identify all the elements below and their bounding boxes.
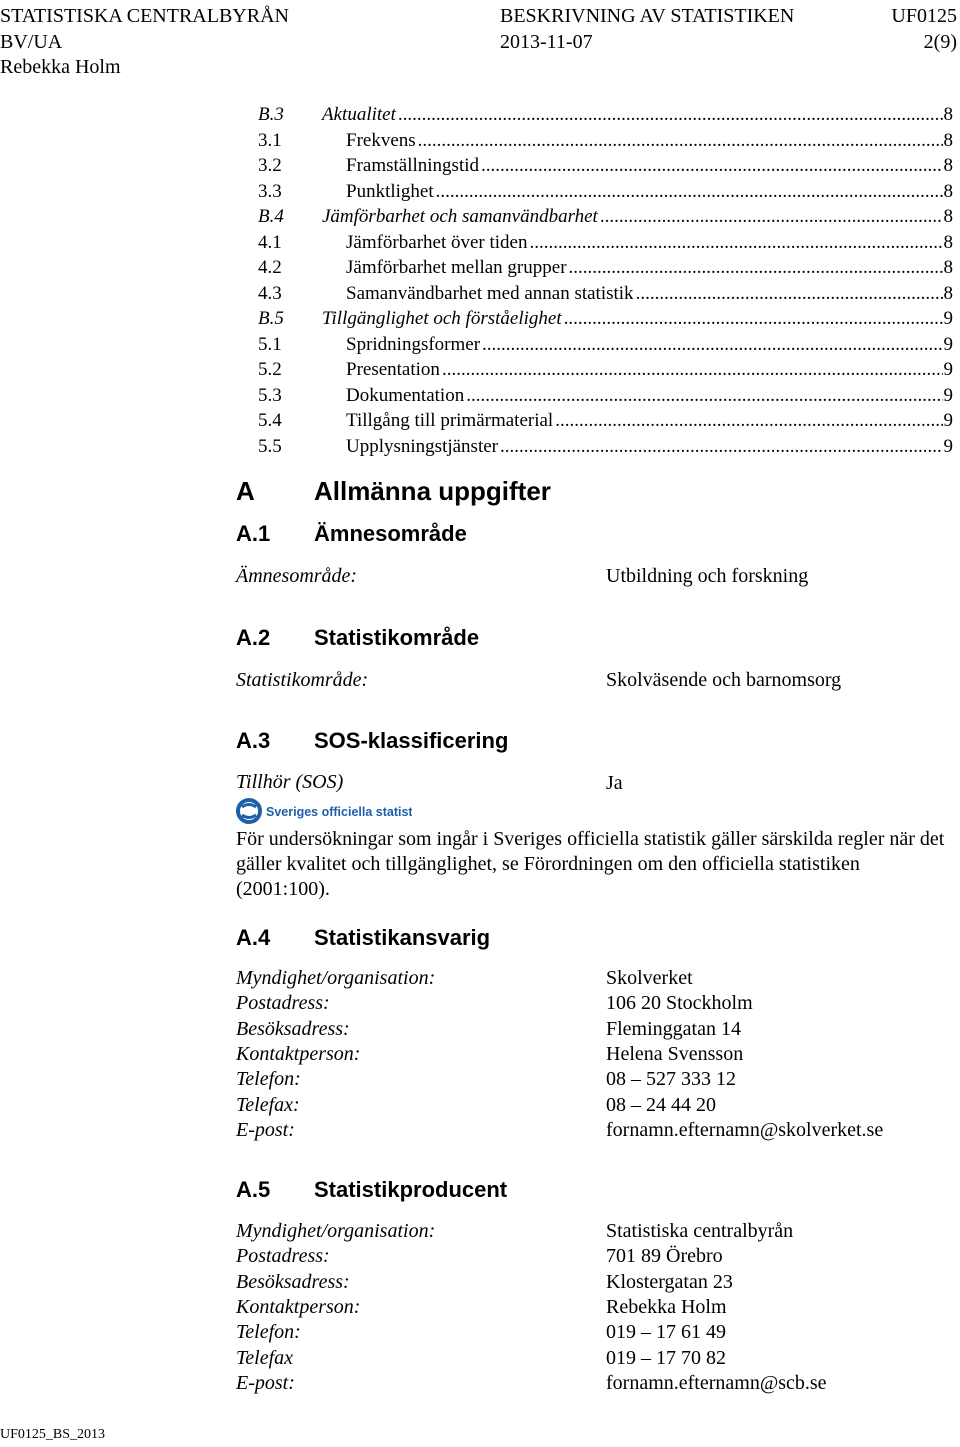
toc-entry-line bbox=[322, 204, 953, 230]
toc-entry-line bbox=[346, 128, 953, 154]
toc-entry-number: 5.1 bbox=[258, 333, 282, 355]
a4-row-label: Kontaktperson: bbox=[236, 1042, 361, 1065]
sos-logo-text: Sveriges officiella statistik bbox=[266, 805, 412, 819]
a2-number: A.2 bbox=[236, 625, 271, 650]
a5-row-value: Rebekka Holm bbox=[606, 1295, 727, 1318]
a5-number: A.5 bbox=[236, 1177, 271, 1202]
toc-entry-title: Jämförbarhet mellan grupper bbox=[346, 257, 567, 278]
toc-entry[interactable] bbox=[258, 179, 953, 205]
toc-entry-number: B.3 bbox=[258, 104, 284, 125]
toc-dot-leader bbox=[636, 281, 943, 307]
toc-entry-page: 8 bbox=[943, 206, 953, 227]
toc-entry-title: Upplysningstjänster bbox=[346, 435, 498, 457]
a5-row-label: Besöksadress: bbox=[236, 1270, 350, 1293]
toc-dot-leader bbox=[466, 383, 942, 409]
toc-entry-number: 5.4 bbox=[258, 410, 282, 431]
toc-entry-title: Samanvändbarhet med annan statistik bbox=[346, 282, 634, 304]
a1-label: Ämnesområde: bbox=[236, 565, 358, 587]
a4-number: A.4 bbox=[236, 925, 271, 950]
a1-number: A.1 bbox=[236, 521, 271, 546]
toc-entry-title: Tillgång till primärmaterial bbox=[346, 410, 554, 431]
a4-row-value: Skolverket bbox=[606, 967, 693, 989]
toc-entry-line bbox=[346, 332, 953, 358]
toc-dot-leader bbox=[529, 230, 942, 256]
a4-row-value: 106 20 Stockholm bbox=[606, 992, 753, 1015]
toc-dot-leader bbox=[569, 255, 943, 281]
toc-entry[interactable] bbox=[258, 383, 953, 409]
header-date: 2013-11-07 bbox=[500, 31, 593, 53]
a3-number: A.3 bbox=[236, 728, 271, 753]
toc-entry-number: 3.3 bbox=[258, 180, 282, 202]
toc-dot-leader bbox=[418, 128, 943, 154]
toc-entry-number: 4.3 bbox=[258, 282, 282, 304]
a2-title: Statistikområde bbox=[314, 625, 480, 650]
a5-row-value: Klostergatan 23 bbox=[606, 1270, 733, 1293]
toc-entry-line bbox=[346, 179, 953, 205]
section-a-title: Allmänna uppgifter bbox=[314, 476, 551, 506]
a4-row-value[interactable]: fornamn.efternamn@skolverket.se bbox=[606, 1118, 884, 1141]
a4-row-value: 08 – 527 333 12 bbox=[606, 1068, 736, 1091]
toc-dot-leader bbox=[436, 179, 943, 205]
toc-entry[interactable] bbox=[258, 281, 953, 307]
toc-entry[interactable] bbox=[258, 255, 953, 281]
toc-dot-leader bbox=[564, 306, 943, 332]
toc-dot-leader bbox=[481, 153, 943, 179]
footer-code: UF0125_BS_2013 bbox=[0, 1427, 106, 1442]
a3-label: Tillhör (SOS) bbox=[236, 771, 344, 793]
a5-row-label: E-post: bbox=[236, 1371, 295, 1394]
toc-entry-page: 9 bbox=[943, 410, 953, 431]
a5-row-label: Telefax bbox=[236, 1346, 294, 1369]
a1-title: Ämnesområde bbox=[314, 521, 467, 546]
a2-label: Statistikområde: bbox=[236, 669, 369, 691]
toc-entry-line bbox=[346, 230, 953, 256]
toc-entry[interactable] bbox=[258, 128, 953, 154]
header-page: 2(9) bbox=[923, 31, 957, 53]
header-author: Rebekka Holm bbox=[0, 56, 121, 78]
toc-entry-title: Spridningsformer bbox=[346, 333, 481, 355]
toc-entry-line bbox=[346, 255, 953, 281]
a5-row-label: Telefon: bbox=[236, 1321, 301, 1344]
toc-entry-page: 8 bbox=[943, 231, 953, 253]
toc-entry-title: Dokumentation bbox=[346, 384, 465, 406]
toc-entry-page: 8 bbox=[943, 180, 953, 202]
toc-entry-line bbox=[346, 357, 953, 383]
a4-row-label: Telefax: bbox=[236, 1093, 300, 1116]
a4-row-value: Helena Svensson bbox=[606, 1042, 744, 1065]
a5-row-label: Kontaktperson: bbox=[236, 1295, 361, 1318]
toc-entry-number: 5.5 bbox=[258, 435, 282, 457]
toc-entry-page: 8 bbox=[943, 257, 953, 278]
toc-entry-page: 8 bbox=[943, 129, 953, 151]
a4-row-label: Myndighet/organisation: bbox=[236, 967, 436, 989]
header-dept: BV/UA bbox=[0, 31, 63, 53]
sos-logo bbox=[236, 798, 412, 824]
toc-entry[interactable] bbox=[258, 204, 953, 230]
toc-entry-title: Jämförbarhet över tiden bbox=[346, 231, 528, 253]
a2-value: Skolväsende och barnomsorg bbox=[606, 669, 842, 691]
header-org: STATISTISKA CENTRALBYRÅN bbox=[0, 5, 289, 27]
toc-entry-line bbox=[322, 102, 953, 128]
toc-entry-page: 9 bbox=[943, 435, 953, 457]
toc-entry-title: Framställningstid bbox=[346, 155, 479, 176]
a5-row-value: 019 – 17 61 49 bbox=[606, 1321, 726, 1344]
toc-entry[interactable] bbox=[258, 434, 953, 460]
toc-entry-page: 9 bbox=[943, 359, 953, 380]
toc-entry-title: Presentation bbox=[346, 359, 440, 380]
toc-entry-title: Aktualitet bbox=[322, 104, 396, 125]
toc-entry-line bbox=[346, 383, 953, 409]
a5-row-value: Statistiska centralbyrån bbox=[606, 1220, 794, 1242]
toc-entry-page: 9 bbox=[943, 333, 953, 355]
toc-entry[interactable] bbox=[258, 332, 953, 358]
toc-entry-number: 5.2 bbox=[258, 359, 282, 380]
toc-entry-number: 4.1 bbox=[258, 231, 282, 253]
a5-row-label: Postadress: bbox=[236, 1245, 330, 1268]
a3-title: SOS-klassificering bbox=[314, 728, 509, 753]
toc-entry[interactable] bbox=[258, 357, 953, 383]
toc-entry-page: 8 bbox=[943, 104, 953, 125]
toc-dot-leader bbox=[442, 357, 943, 383]
header-code: UF0125 bbox=[891, 5, 957, 27]
toc-entry-number: 4.2 bbox=[258, 257, 282, 278]
a4-row-label: Telefon: bbox=[236, 1068, 301, 1091]
toc-dot-leader bbox=[555, 408, 942, 434]
a4-row-label: Postadress: bbox=[236, 992, 330, 1015]
header-doc-type: BESKRIVNING AV STATISTIKEN bbox=[500, 5, 795, 27]
toc-entry-line bbox=[346, 281, 953, 307]
toc-dot-leader bbox=[500, 434, 943, 460]
toc-entry-title: Tillgänglighet och förståelighet bbox=[322, 308, 562, 329]
a4-title: Statistikansvarig bbox=[314, 925, 491, 950]
a3-value: Ja bbox=[606, 772, 623, 794]
toc-entry-line bbox=[346, 408, 953, 434]
toc-entry-title: Punktlighet bbox=[346, 180, 434, 202]
a4-row-label: E-post: bbox=[236, 1118, 295, 1141]
toc-entry-number: B.4 bbox=[258, 206, 284, 227]
toc-entry-line bbox=[346, 153, 953, 179]
a4-row-value: Fleminggatan 14 bbox=[606, 1017, 741, 1040]
sos-logo-icon bbox=[238, 800, 260, 822]
toc-entry[interactable] bbox=[258, 153, 953, 179]
toc-dot-leader bbox=[482, 332, 942, 358]
section-a-number: A bbox=[236, 476, 255, 506]
toc-entry-page: 9 bbox=[943, 384, 953, 406]
a1-value: Utbildning och forskning bbox=[606, 565, 809, 587]
toc-entry-number: 3.1 bbox=[258, 129, 282, 151]
toc-entry-title: Jämförbarhet och samanvändbarhet bbox=[322, 206, 598, 227]
a5-row-value: 019 – 17 70 82 bbox=[606, 1346, 726, 1369]
a5-title: Statistikproducent bbox=[314, 1177, 508, 1202]
a4-row-label: Besöksadress: bbox=[236, 1017, 350, 1040]
toc-entry-line bbox=[346, 434, 953, 460]
toc-entry-line bbox=[322, 306, 953, 332]
toc-entry-number: 3.2 bbox=[258, 155, 282, 176]
toc-dot-leader bbox=[600, 204, 943, 230]
toc-entry-number: 5.3 bbox=[258, 384, 282, 406]
a4-row-value: 08 – 24 44 20 bbox=[606, 1093, 716, 1116]
toc-dot-leader bbox=[398, 102, 943, 128]
toc-entry-page: 8 bbox=[943, 282, 953, 304]
toc-entry-page: 8 bbox=[943, 155, 953, 176]
a5-row-value: 701 89 Örebro bbox=[606, 1245, 723, 1268]
toc-entry[interactable] bbox=[258, 102, 953, 128]
toc-entry-page: 9 bbox=[943, 308, 953, 329]
sos-paragraph: För undersökningar som ingår i Sveriges officiella statistik gäller särskilda regler när det gäller kvalitet och tillgänglighet, se Förordningen om den officiella statistiken (2001:100). bbox=[236, 828, 945, 900]
toc-entry[interactable] bbox=[258, 306, 953, 332]
toc-entry-title: Frekvens bbox=[346, 129, 416, 151]
a5-row-value[interactable]: fornamn.efternamn@scb.se bbox=[606, 1371, 827, 1394]
toc-entry[interactable] bbox=[258, 408, 953, 434]
toc-entry[interactable] bbox=[258, 230, 953, 256]
toc-entry-number: B.5 bbox=[258, 308, 284, 329]
a5-row-label: Myndighet/organisation: bbox=[236, 1220, 436, 1242]
